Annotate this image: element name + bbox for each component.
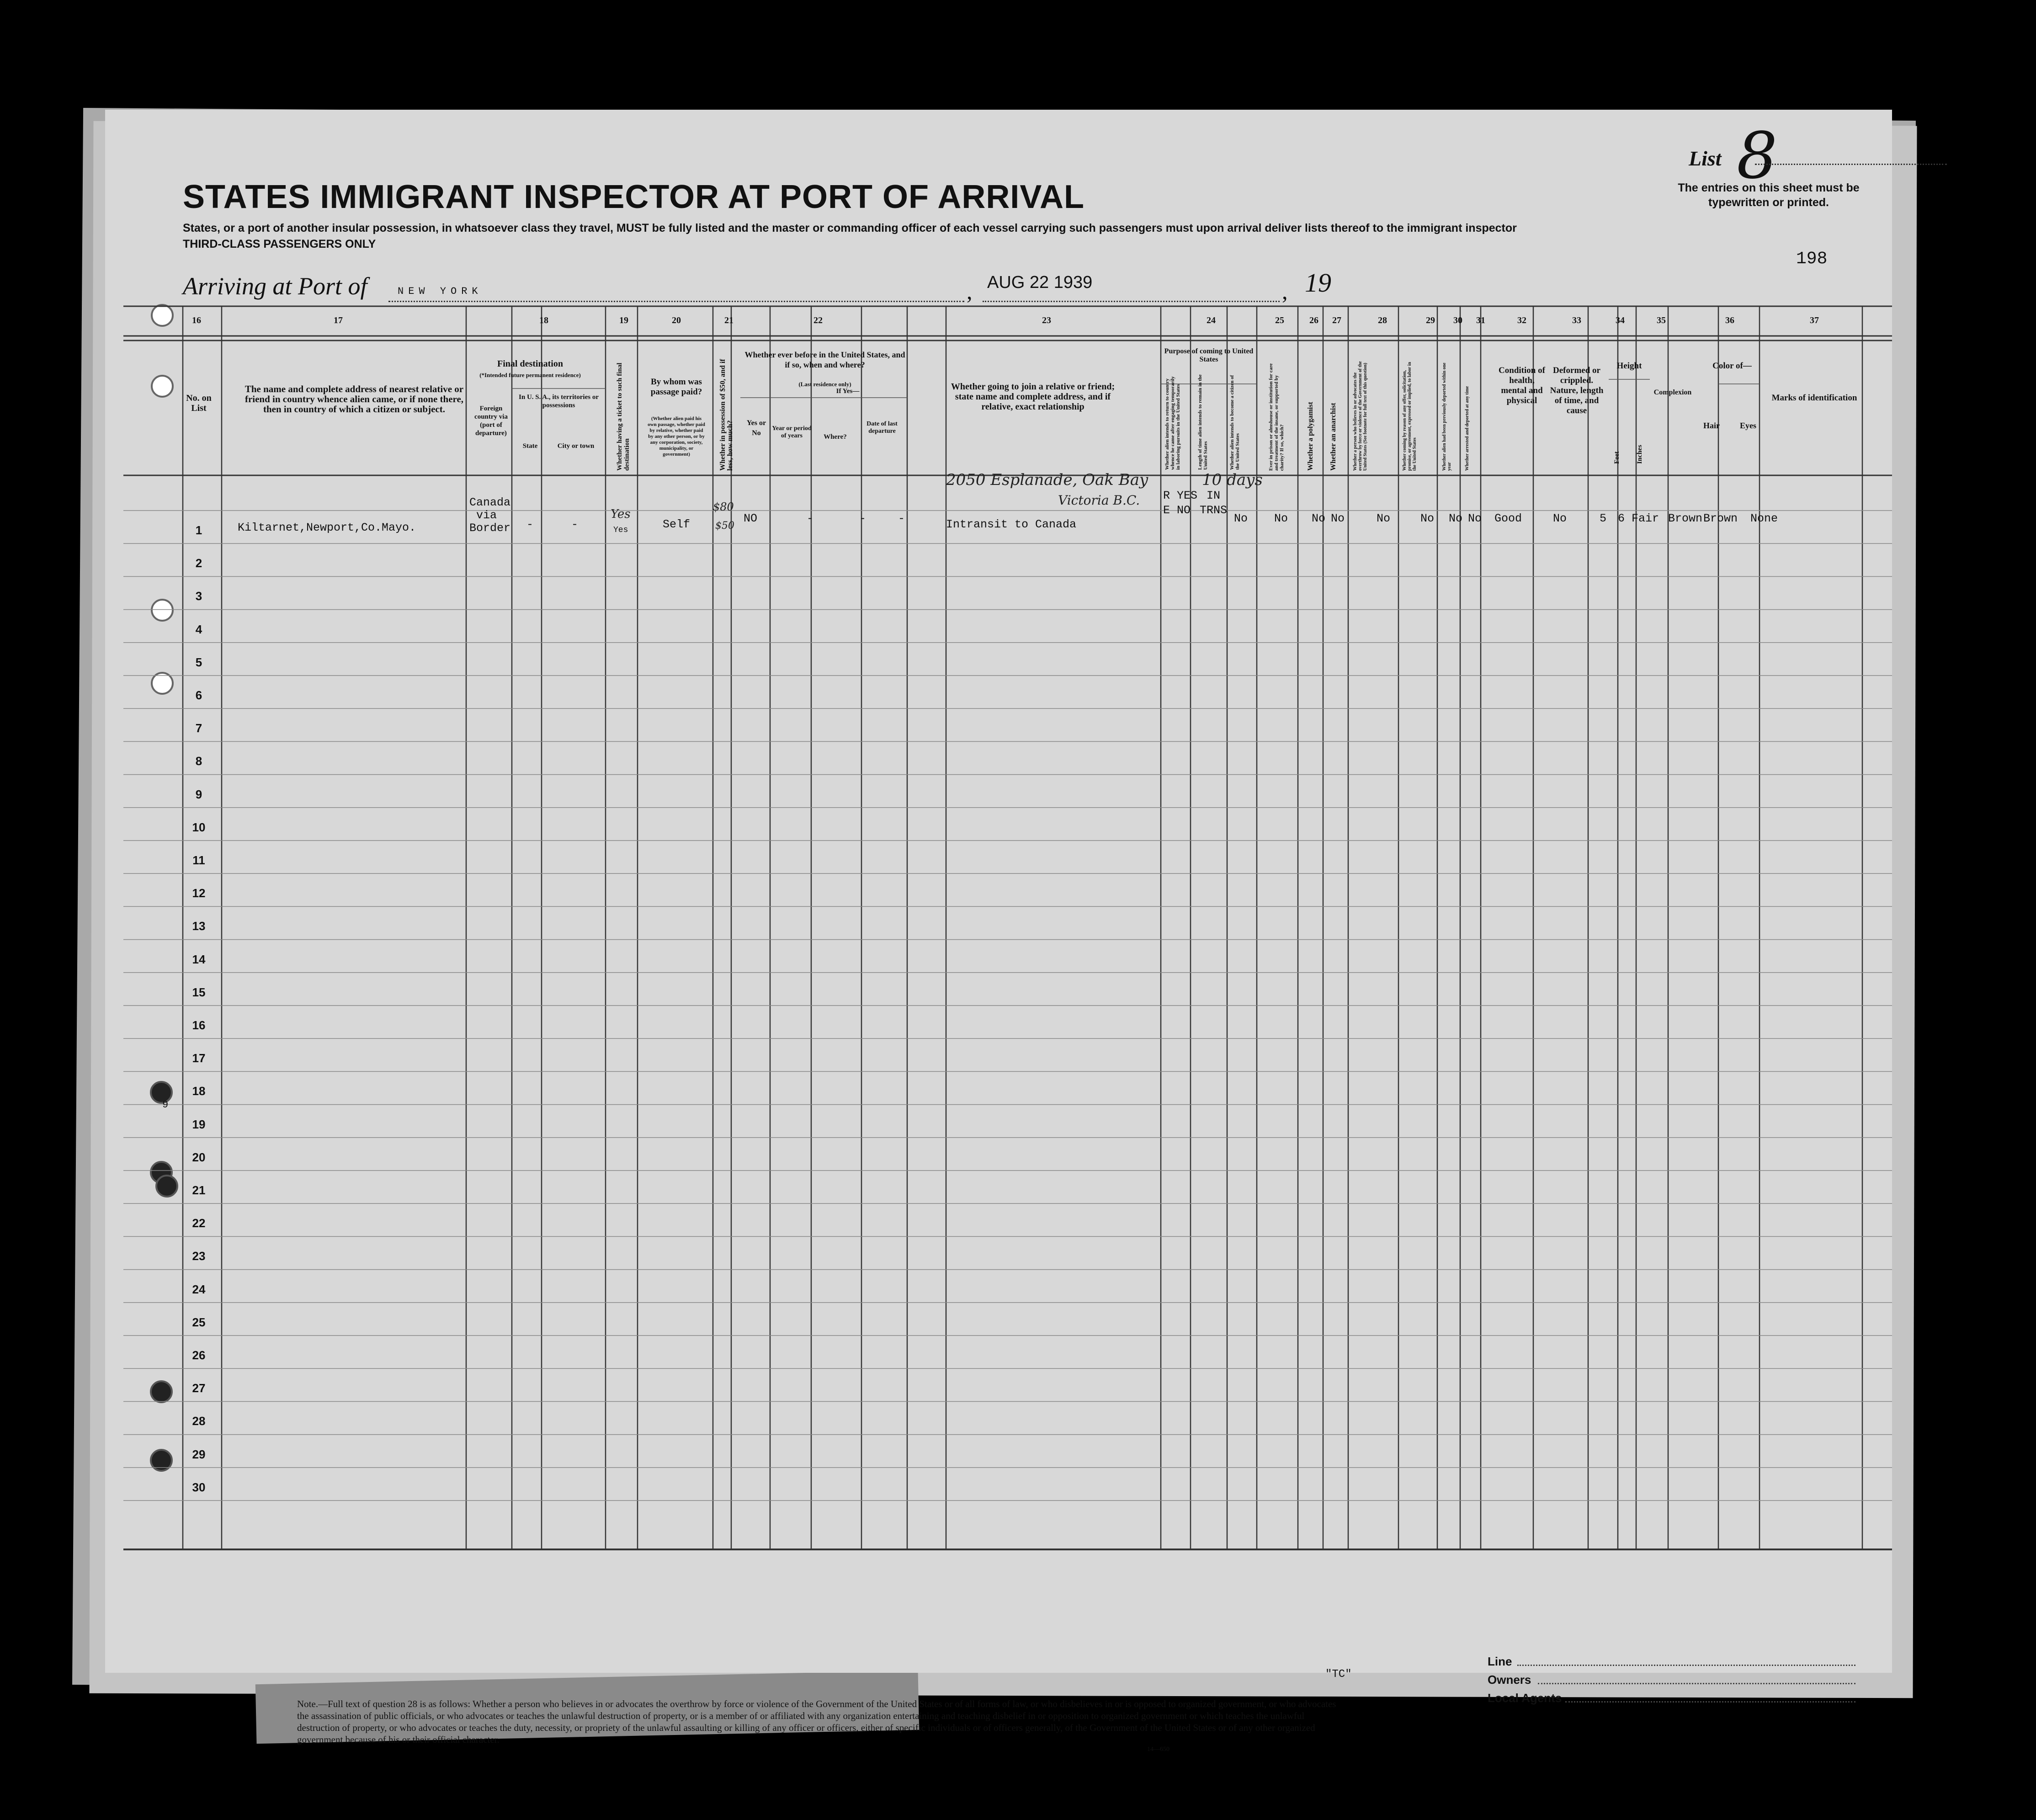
footnote: Note.—Full text of question 28 is as follows: Whether a person who believes in or advocates the overthrow by force or violence of the Government of the United States or of all forms of law, or who disbelieves in or is opposed to organized government, or who advocates the assassination of public officials, or who advocates or teaches the unlawful destruction of property, or is a member of or affiliated with any organization entertaining and teaching disbelief in or opposition to organized government or which teaches the unlawful destruction of property, or who advocates or teaches the duty, necessity, or propriety of the unlawful assaulting or killing of any officer or officers, either of specific individuals or of officers generally, of the Government of the United States or of any other organized government because of his or their official character. [297, 1698, 1336, 1745]
header-health: Condition of health, mental and physical [1499, 366, 1545, 405]
row-number: 25 [192, 1315, 206, 1329]
manifest-grid [105, 110, 1892, 1673]
row-number: 24 [192, 1282, 206, 1296]
line-field [1517, 1665, 1855, 1666]
list-number: 8 [1737, 119, 1778, 193]
column-number-24: 24 [1207, 315, 1216, 325]
header-foreign-country: Foreign country via (port of departure) [474, 405, 508, 437]
entry-address-handwritten-1: 2050 Esplanade, Oak Bay [946, 471, 1148, 489]
entry-length-handwritten: 10 days [1202, 471, 1263, 489]
entry-anarchist: No [1331, 512, 1345, 525]
comma: , [1282, 278, 1288, 304]
entry-labor-offer: No [1420, 512, 1435, 525]
entry-passage-paid: Self [663, 518, 691, 531]
header-passage-paid: By whom was passage paid? [650, 377, 702, 397]
header-hair: Hair [1703, 421, 1720, 430]
entry-purpose-length-1: IN [1207, 489, 1221, 502]
footer-tc: "TC" [1325, 1668, 1352, 1681]
entry-state: - [526, 518, 534, 531]
entry-previous-yes-no: NO [744, 512, 758, 525]
row-number: 18 [192, 1084, 206, 1098]
header-deformed: Deformed or crippled. Nature, length of time, and cause [1550, 366, 1604, 415]
header-city: City or town [557, 442, 595, 450]
form-title: STATES IMMIGRANT INSPECTOR AT PORT OF ARRIVAL [183, 179, 1084, 215]
column-number-22: 22 [813, 315, 823, 325]
entry-money-handwritten-bottom: $50 [715, 520, 734, 532]
header-join-relative: Whether going to join a relative or friend; state name and complete address, and if relative, exact relationship [951, 382, 1115, 412]
row-number: 20 [192, 1150, 206, 1164]
entry-prison: No [1274, 512, 1288, 525]
header-usa: In U. S. A., its territories or possessions [519, 394, 599, 409]
header-eyes: Eyes [1740, 421, 1756, 430]
entry-ticket: Yes [613, 526, 628, 535]
row-number: 12 [192, 886, 206, 900]
entry-purpose-return-2: E NO [1163, 504, 1191, 517]
page-number: 198 [1796, 249, 1828, 269]
header-list-number: No. on List [186, 393, 212, 413]
header-complexion: Complexion [1653, 388, 1692, 396]
row-number: 15 [192, 985, 206, 999]
owners-field [1538, 1683, 1855, 1684]
header-final-destination: Final destination [497, 359, 563, 369]
header-where: Where? [824, 433, 847, 441]
row-number: 6 [195, 688, 202, 702]
entry-foreign-country-3: Border [469, 522, 511, 535]
header-question-28: Whether a person who believes in or advocates the overthrow by force or violence of the Government of the United States (See footnote for full text of this question) [1353, 361, 1368, 471]
column-number-28: 28 [1378, 315, 1387, 325]
header-inches: Inches [1636, 445, 1643, 464]
header-state: State [522, 442, 538, 450]
header-relative-address: The name and complete address of nearest relative or friend in country whence alien came, or if none there, then in country of which a citizen or subject. [245, 383, 464, 415]
row-number: 5 [195, 655, 202, 669]
row-number: 8 [195, 754, 202, 768]
header-labor-offer: Whether coming by reason of any offer, solicitation, promise, or agreement, expressed or implied, to labor in the United States [1402, 362, 1417, 471]
row-number: 13 [192, 919, 206, 933]
entry-question-28: No [1377, 512, 1391, 525]
row-number: 19 [192, 1117, 206, 1131]
column-number-26: 26 [1309, 315, 1318, 325]
comma: , [967, 278, 973, 304]
entry-money-handwritten-top: $80 [713, 500, 734, 513]
entry-purpose-citizen: No [1234, 512, 1248, 525]
entry-feet: 5 [1600, 512, 1607, 525]
column-number-17: 17 [334, 315, 343, 325]
entry-purpose-length-2: TRNS [1200, 504, 1228, 517]
agents-field [1565, 1701, 1855, 1703]
entry-arrested: No [1468, 512, 1482, 525]
column-number-27: 27 [1332, 315, 1341, 325]
entry-previous-years: - [807, 512, 814, 525]
entry-foreign-country-1: Canada [469, 496, 511, 509]
form-number: 14—650 [1147, 1746, 1170, 1753]
header-passage-paid-sub: (Whether alien paid his own passage, whether paid by relative, whether paid by any other person, or by any corporation, society, municipality, or government) [648, 416, 705, 457]
row-number: 3 [195, 589, 202, 603]
entry-last-departure: - [898, 512, 905, 525]
entry-purpose-return-1: R YES [1163, 489, 1198, 502]
arrival-port: NEW YORK [398, 286, 483, 297]
row-number: 11 [192, 853, 205, 867]
header-arrested: Whether arrested and deported at any time [1465, 386, 1470, 471]
column-number-21: 21 [724, 315, 734, 325]
column-number-25: 25 [1275, 315, 1284, 325]
row-number: 4 [195, 622, 202, 636]
header-money: Whether in possession of $50, and if less, how much? [719, 359, 734, 471]
row-number: 1 [195, 523, 202, 537]
arrival-date-stamp: AUG 22 1939 [987, 273, 1093, 292]
row-number: 27 [192, 1381, 206, 1395]
entry-health: Good [1494, 512, 1522, 525]
column-number-34: 34 [1616, 315, 1625, 325]
entry-hair: Brown [1668, 512, 1703, 525]
entry-ticket-handwritten: Yes [611, 507, 631, 521]
row-number: 28 [192, 1414, 206, 1428]
header-feet: Feet [1613, 451, 1621, 464]
manifest-sheet [105, 110, 1892, 1753]
entry-polygamist: No [1312, 512, 1326, 525]
row-number: 23 [192, 1249, 206, 1263]
column-number-32: 32 [1517, 315, 1526, 325]
column-number-16: 16 [192, 315, 201, 325]
column-number-36: 36 [1725, 315, 1734, 325]
row-number: 9 [195, 787, 202, 801]
column-number-30: 30 [1453, 315, 1462, 325]
entry-city: - [571, 518, 579, 531]
header-marks: Marks of identification [1771, 393, 1857, 403]
owners-label: Owners [1488, 1673, 1531, 1687]
header-purpose-length: Length of time alien intends to remain in the United States [1197, 374, 1208, 470]
header-years: Year or period of years [772, 425, 812, 439]
entry-deported-year: No [1449, 512, 1463, 525]
row-number: 2 [195, 556, 202, 570]
header-purpose-return: Whether alien intends to return to country whence he came after engaging temporarily in laboring pursuits in the United States [1164, 376, 1181, 470]
line-label: Line [1488, 1655, 1512, 1668]
entry-complexion: Fair [1632, 512, 1659, 525]
passenger-class: THIRD-CLASS PASSENGERS ONLY [183, 238, 376, 250]
header-purpose-citizen: Whether alien intends to become a citizen of the United States [1229, 375, 1240, 470]
column-number-18: 18 [539, 315, 548, 325]
column-number-37: 37 [1810, 315, 1819, 325]
header-ticket: Whether having a ticket to such final destination [616, 362, 631, 471]
row-number: 16 [192, 1018, 206, 1032]
column-number-33: 33 [1572, 315, 1581, 325]
row-number: 29 [192, 1447, 206, 1461]
header-height: Height [1616, 361, 1642, 371]
header-yes-no: Yes or No [746, 419, 766, 437]
margin-mark: 9 [162, 1099, 169, 1111]
arriving-label: Arriving at Port of [183, 272, 367, 300]
column-number-20: 20 [672, 315, 681, 325]
entry-inches: 6 [1618, 512, 1625, 525]
entry-relative-address: Kiltarnet,Newport,Co.Mayo. [238, 521, 416, 534]
row-number: 14 [192, 952, 206, 966]
row-number: 30 [192, 1480, 206, 1494]
row-number: 10 [192, 820, 206, 834]
header-final-destination-sub: (*Intended future permanent residence) [479, 372, 581, 378]
column-number-19: 19 [619, 315, 628, 325]
row-number: 26 [192, 1348, 206, 1362]
column-number-29: 29 [1426, 315, 1435, 325]
entry-address-handwritten-2: Victoria B.C. [1058, 493, 1140, 508]
column-number-31: 31 [1476, 315, 1485, 325]
agents-label: Local Agents [1488, 1691, 1562, 1705]
list-label: List [1689, 147, 1722, 170]
entry-join-relative: Intransit to Canada [946, 518, 1077, 531]
entry-deformed: No [1553, 512, 1567, 525]
header-previous-us-sub: (Last residence only) [798, 381, 851, 388]
column-number-35: 35 [1657, 315, 1666, 325]
header-prison: Ever in prison or almshouse or institution for care and treatment of the insane, or supported by charity? If so, which? [1268, 363, 1285, 471]
entry-eyes: Brown [1703, 512, 1738, 525]
header-anarchist: Whether an anarchist [1329, 403, 1337, 471]
year-prefix: 19 [1305, 268, 1331, 298]
form-instructions: States, or a port of another insular possession, in whatsoever class they travel, MUST be fully listed and the master or commanding officer of each vessel carrying such passengers must upon arrival deliver lists thereof to the immigrant inspector [183, 222, 1517, 234]
header-previous-us: Whether ever before in the United States, and if so, when and where? [744, 350, 905, 369]
header-color: Color of— [1712, 361, 1752, 371]
column-number-23: 23 [1042, 315, 1051, 325]
header-deported-year: Whether alien had been previously deported within one year [1442, 362, 1452, 471]
row-number: 7 [195, 721, 202, 735]
header-if-yes: If Yes— [836, 388, 860, 395]
entries-note: The entries on this sheet must be typewritten or printed. [1678, 181, 1860, 209]
entry-foreign-country-2: via [476, 509, 497, 522]
header-last-departure: Date of last departure [866, 420, 898, 435]
entry-previous-where: - [859, 512, 866, 525]
row-number: 21 [192, 1183, 206, 1197]
header-polygamist: Whether a polygamist [1307, 402, 1314, 471]
row-number: 22 [192, 1216, 206, 1230]
entry-marks: None [1750, 512, 1778, 525]
header-purpose: Purpose of coming to United States [1164, 347, 1254, 363]
row-number: 17 [192, 1051, 206, 1065]
